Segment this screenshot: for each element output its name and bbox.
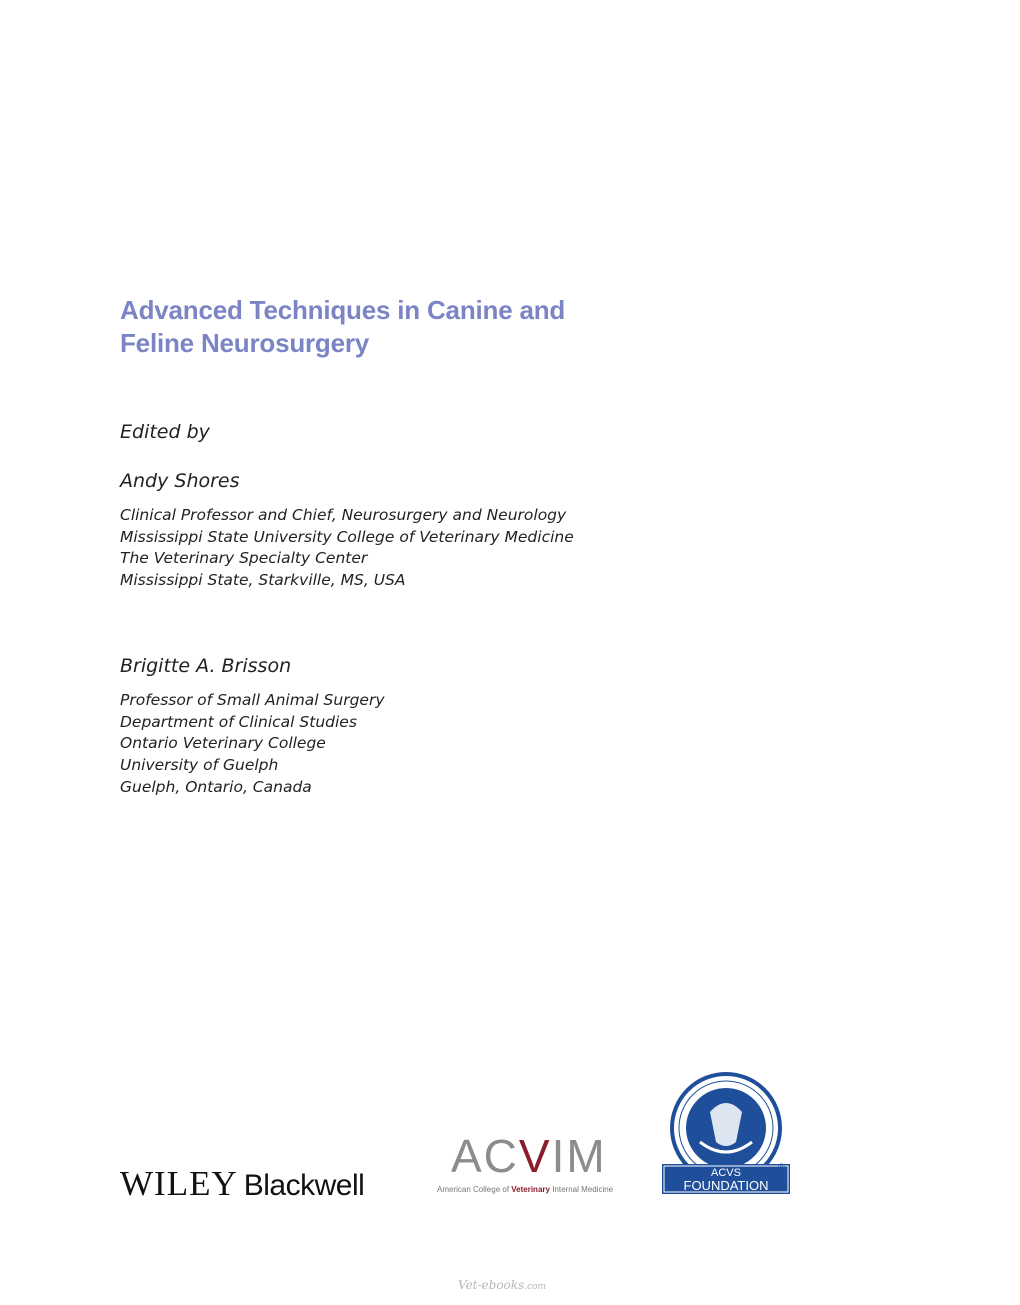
affiliation-line: Mississippi State, Starkville, MS, USA [120,571,406,590]
affiliation-line: Guelph, Ontario, Canada [120,777,312,796]
editor-name: Brigitte A. Brisson [120,655,292,677]
wiley-blackwell-logo [120,1164,364,1204]
acvs-foundation-logo [660,1072,792,1200]
affiliation-line: The Veterinary Specialty Center [120,549,368,568]
watermark: Vet-ebooks.com [458,1278,547,1292]
publisher-logos [0,1060,1020,1220]
affiliation-line: Professor of Small Animal Surgery [120,691,385,709]
acvim-wordmark: ACVIM [451,1130,607,1182]
acvim-logo [437,1128,632,1198]
editor-block-brisson [120,654,385,799]
affiliation-line: Mississippi State University College of Veterinary Medicine [120,527,574,546]
editor-name: Andy Shores [120,470,240,492]
book-title-line-2: Feline Neurosurgery [120,328,370,358]
editor-block-shores [120,469,574,592]
affiliation-line: Department of Clinical Studies [120,712,357,731]
editor-affiliation [120,505,574,592]
book-title [120,294,565,360]
acvs-text-line-1: ACVS [711,1167,741,1179]
acvs-text-line-2: FOUNDATION [683,1178,769,1193]
acvim-subtitle: American College of Veterinary Internal Medicine [437,1185,614,1194]
blackwell-wordmark: Blackwell [243,1169,365,1202]
editor-affiliation [120,690,385,799]
affiliation-line: Ontario Veterinary College [120,734,326,753]
affiliation-line: University of Guelph [120,756,279,775]
svg-text:®: ® [778,1162,785,1172]
wiley-wordmark: WILEY [120,1164,238,1203]
affiliation-line: Clinical Professor and Chief, Neurosurgery and Neurology [120,506,567,524]
book-title-line-1: Advanced Techniques in Canine and [120,295,566,325]
edited-by-label: Edited by [120,421,210,443]
